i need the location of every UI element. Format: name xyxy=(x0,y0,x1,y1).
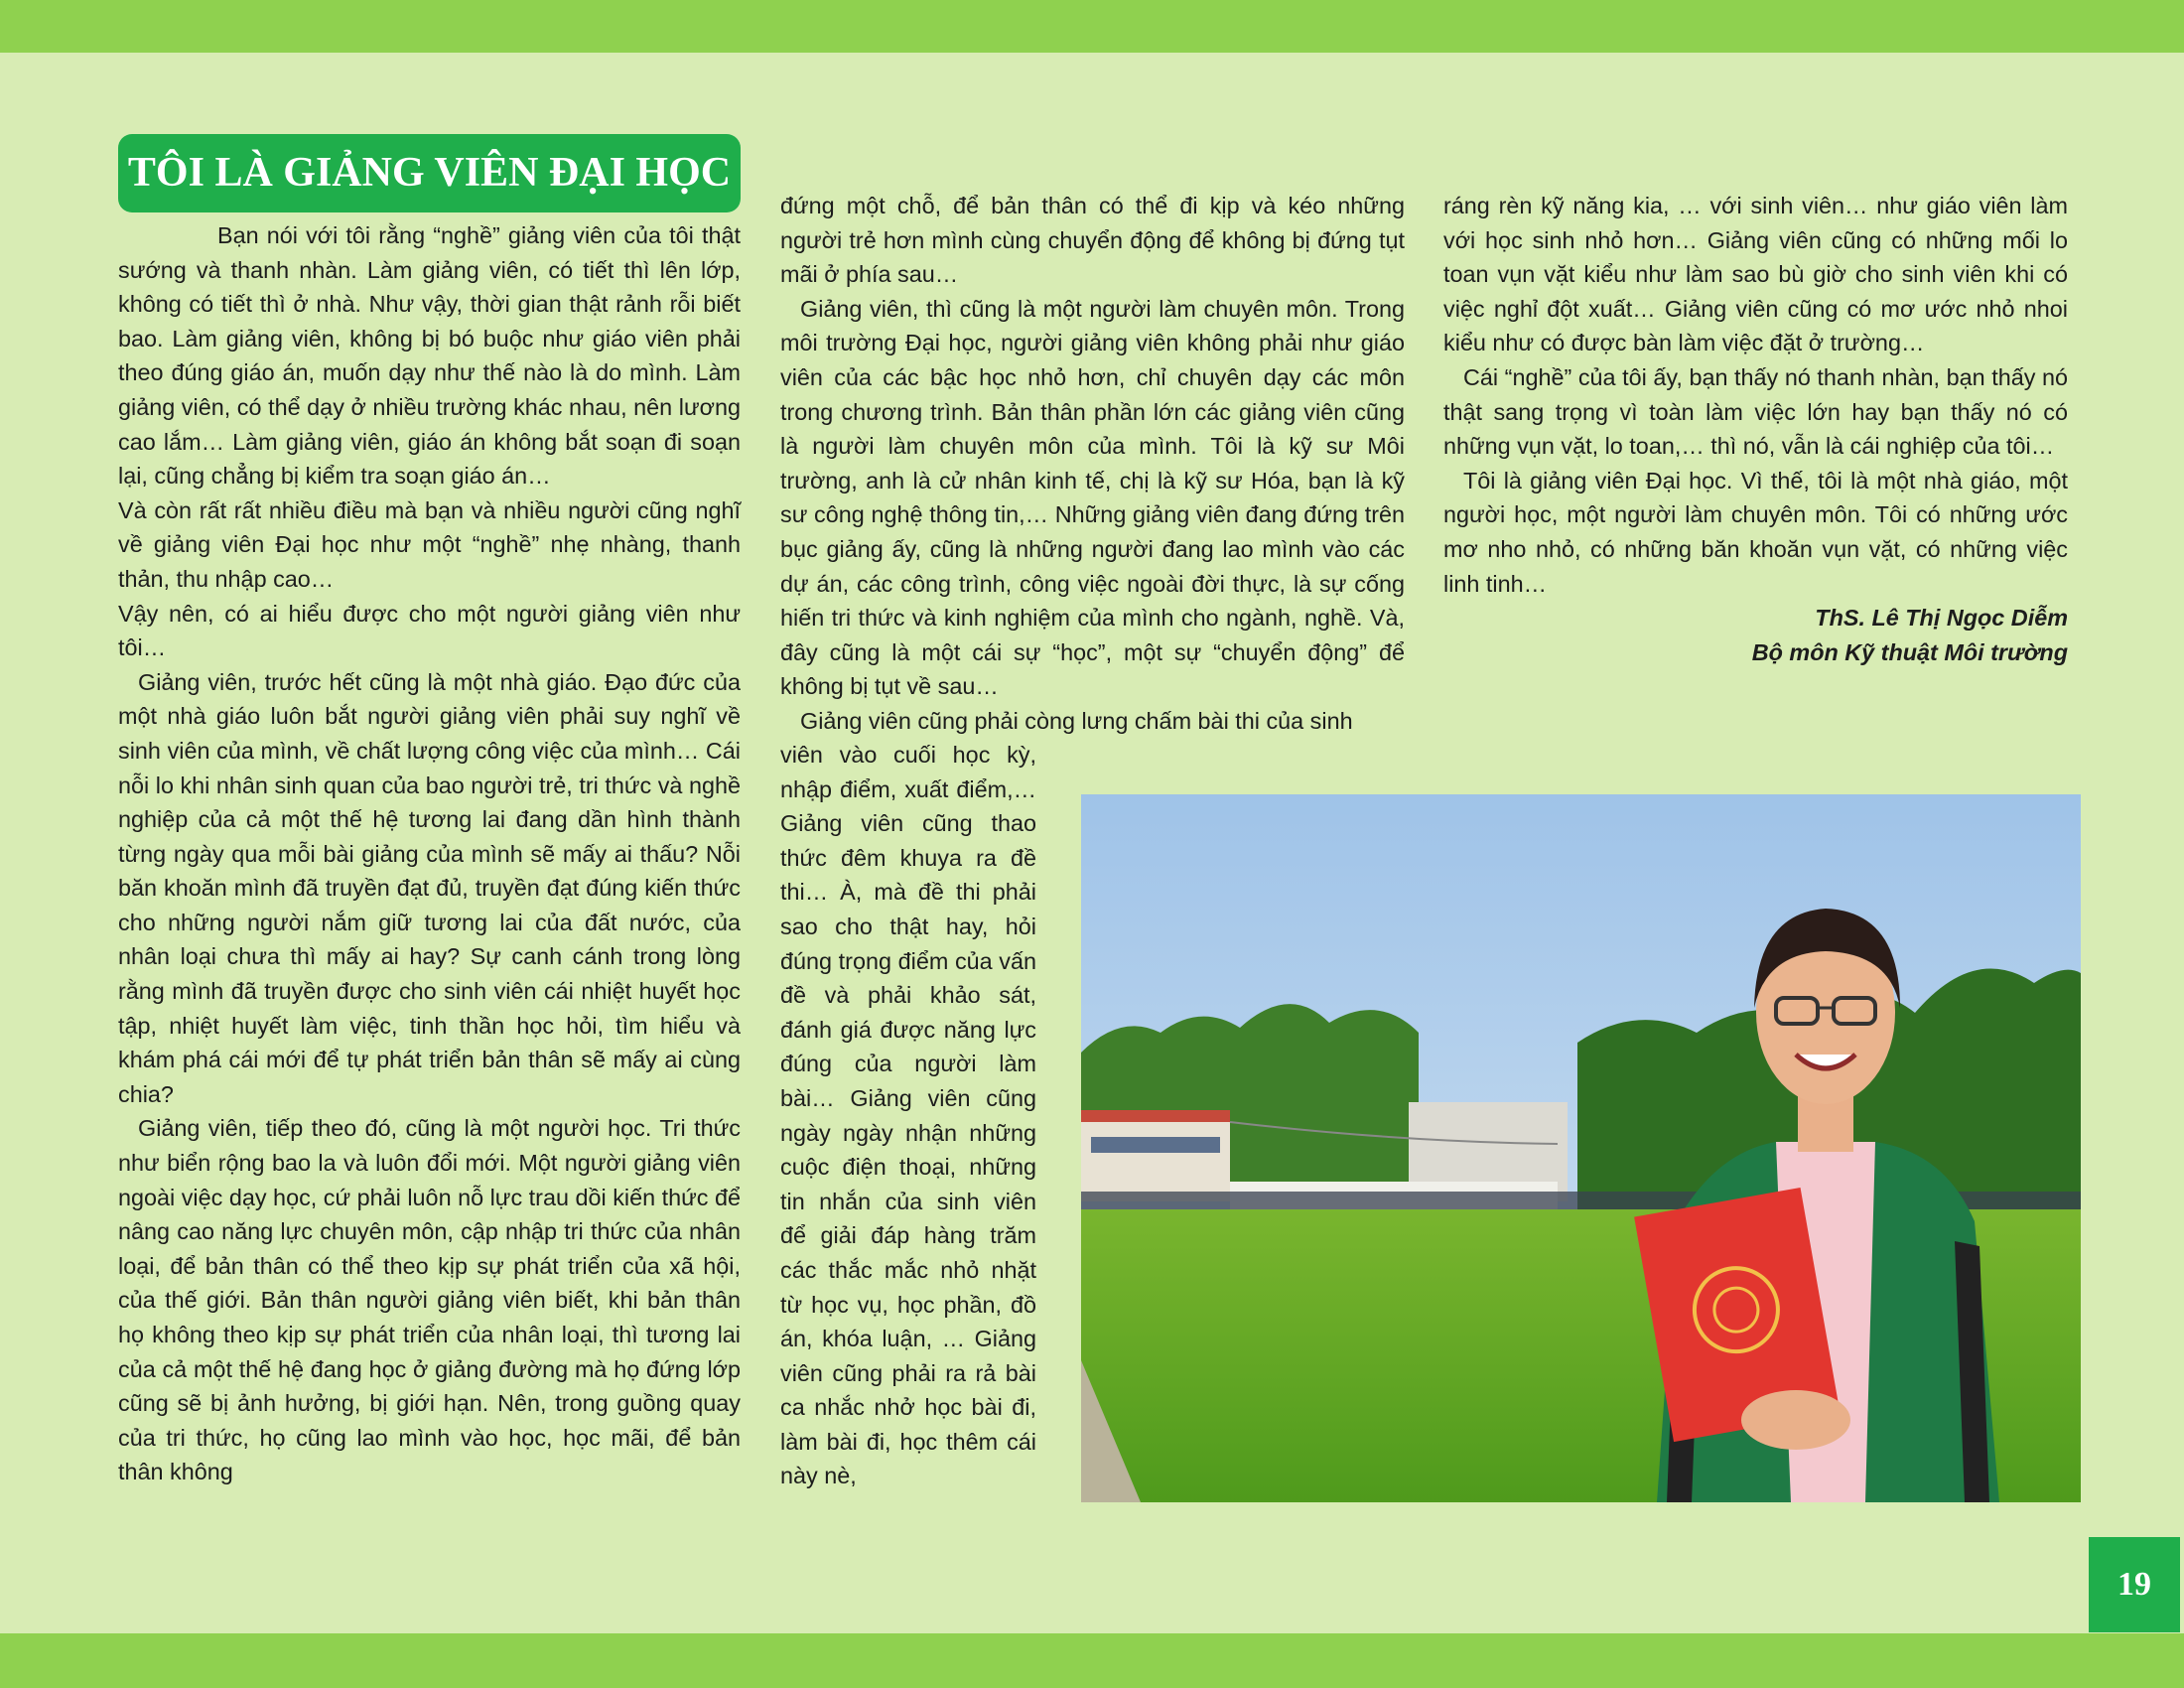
bottom-color-band xyxy=(0,1633,2184,1688)
paragraph: Bạn nói với tôi rằng “nghề” giảng viên của tôi thật sướng và thanh nhàn. Làm giảng viên, có tiết thì lên lớp, không có tiết thì ở nhà. Như vậy, thời gian thật rảnh rỗi biết bao. Làm giảng viên, không bị bó buộc như giáo viên phải theo đúng giáo án, muốn dạy như thế nào là do mình. Làm giảng viên, có thể dạy ở nhiều trường khác nhau, nên lương cao lắm… Làm giảng viên, giáo án không bắt soạn đi soạn lại, cũng chẳng bị kiểm tra soạn giáo án… xyxy=(118,222,741,490)
paragraph: Tôi là giảng viên Đại học. Vì thế, tôi là một nhà giáo, một người học, một người làm chuyên môn. Tôi có những ước mơ nho nhỏ, có những băn khoăn vụn vặt, có những việc linh tinh… xyxy=(1443,467,2068,597)
campus-portrait-photo xyxy=(1081,794,2081,1502)
paragraph: đứng một chỗ, để bản thân có thể đi kịp và kéo những người trẻ hơn mình cùng chuyển động để không bị đứng tụt mãi ở phía sau… xyxy=(780,193,1405,288)
paragraph: Giảng viên cũng phải còng lưng chấm bài thi của sinh xyxy=(800,707,1353,734)
paragraph: Cái “nghề” của tôi ấy, bạn thấy nó thanh nhàn, bạn thấy nó thật sang trọng vì toàn làm việc lớn hay bạn thấy nó có những vụn vặt, lo toan,… thì nó, vẫn là cái nghiệp của tôi… xyxy=(1443,363,2068,460)
paragraph: ráng rèn kỹ năng kia, … với sinh viên… như giáo viên làm với học sinh nhỏ hơn… Giảng viên cũng có những mối lo toan vụn vặt kiểu như làm sao bù giờ cho sinh viên khi có việc nghỉ đột xuất… Giảng viên cũng có mơ ước nhỏ nhoi kiểu như có được bàn làm việc đặt ở trường… xyxy=(1443,193,2068,356)
paragraph: Giảng viên, thì cũng là một người làm chuyên môn. Trong môi trường Đại học, người giảng viên không phải như giáo viên của các bậc học nhỏ hơn, chỉ chuyên dạy các môn trong chương trình. Bản thân phần lớn các giảng viên cũng là người làm chuyên môn của mình. Tôi là kỹ sư Môi trường, anh là cử nhân kinh tế, chị là kỹ sư Hóa, bạn là kỹ sư công nghệ thông tin,… Những giảng viên đang đứng trên bục giảng ấy, cũng là những người đang lao mình vào các dự án, các công trình, công việc ngoài đời thực, là sự cống hiến tri thức và kinh nghiệm của mình cho ngành, nghề. Và, đây cũng là một cái sự “học”, một sự “chuyển động” để không bị tụt về sau… xyxy=(780,295,1405,700)
article-column-3 xyxy=(1443,189,2068,669)
paragraph: Giảng viên, trước hết cũng là một nhà giáo. Đạo đức của một nhà giáo luôn bắt người giảng viên phải suy nghĩ về sinh viên của mình, về chất lượng công việc của mình… Cái nỗi lo khi nhân sinh quan của bao người trẻ, tri thức và nghề nghiệp của cả một thế hệ tương lai đang dần hình thành từng ngày qua mỗi bài giảng của mình sẽ mấy ai thấu? Nỗi băn khoăn mình đã truyền đạt đủ, truyền đạt đúng kiến thức cho những người nắm giữ tương lai của đất nước, của nhân loại chưa thì mấy ai hay? Sự canh cánh trong lòng rằng mình đã truyền được cho sinh viên cái nhiệt huyết học tập, nhiệt huyết làm việc, tinh thần học hỏi, tìm hiểu và khám phá cái mới để tự phát triển bản thân sẽ mấy ai cùng chia? xyxy=(118,668,741,1107)
article-column-2-narrow xyxy=(780,738,1036,1493)
article-column-2 xyxy=(780,189,1405,739)
author-department: Bộ môn Kỹ thuật Môi trường xyxy=(1751,638,2068,665)
top-color-band xyxy=(0,0,2184,53)
article-title: TÔI LÀ GIẢNG VIÊN ĐẠI HỌC xyxy=(118,134,741,212)
article-column-1 xyxy=(118,218,741,1489)
paragraph: viên vào cuối học kỳ, nhập điểm, xuất điểm,… Giảng viên cũng thao thức đêm khuya ra đề thi… À, mà đề thi phải sao cho thật hay, hỏi đúng trọng điểm của vấn đề và phải khảo sát, đánh giá được năng lực đúng của người làm bài… Giảng viên cũng ngày ngày nhận những cuộc điện thoại, những tin nhắn của sinh viên để giải đáp hàng trăm các thắc mắc nhỏ nhặt từ học vụ, học phần, đồ án, khóa luận, … Giảng viên cũng phải ra rả bài ca nhắc nhở học bài đi, làm bài đi, học thêm cái này nè, xyxy=(780,742,1036,1489)
paragraph: Vậy nên, có ai hiểu được cho một người giảng viên như tôi… xyxy=(118,600,741,661)
paragraph: Giảng viên, tiếp theo đó, cũng là một người học. Tri thức như biển rộng bao la và luôn đổi mới. Một người giảng viên ngoài việc dạy học, cứ phải luôn nỗ lực trau dồi kiến thức để nâng cao năng lực chuyên môn, cập nhập tri thức của nhân loại, để bản thân có thể theo kịp sự phát triển của xã hội, của thế giới. Bản thân người giảng viên biết, khi bản thân họ không theo kịp sự phát triển của nhân loại, thì tương lai của cả một thế hệ đang học ở giảng đường mà họ đứng lớp cũng sẽ bị ảnh hưởng, bị giới hạn. Nên, trong guồng quay của tri thức, họ cũng lao mình vào học, học mãi, để bản thân không xyxy=(118,1115,741,1485)
paragraph: Và còn rất rất nhiều điều mà bạn và nhiều người cũng nghĩ về giảng viên Đại học như một “nghề” nhẹ nhàng, thanh thản, thu nhập cao… xyxy=(118,496,741,592)
page-number: 19 xyxy=(2089,1537,2180,1632)
author-name: ThS. Lê Thị Ngọc Diễm xyxy=(1815,605,2068,632)
photo-illustration xyxy=(1081,794,2081,1502)
